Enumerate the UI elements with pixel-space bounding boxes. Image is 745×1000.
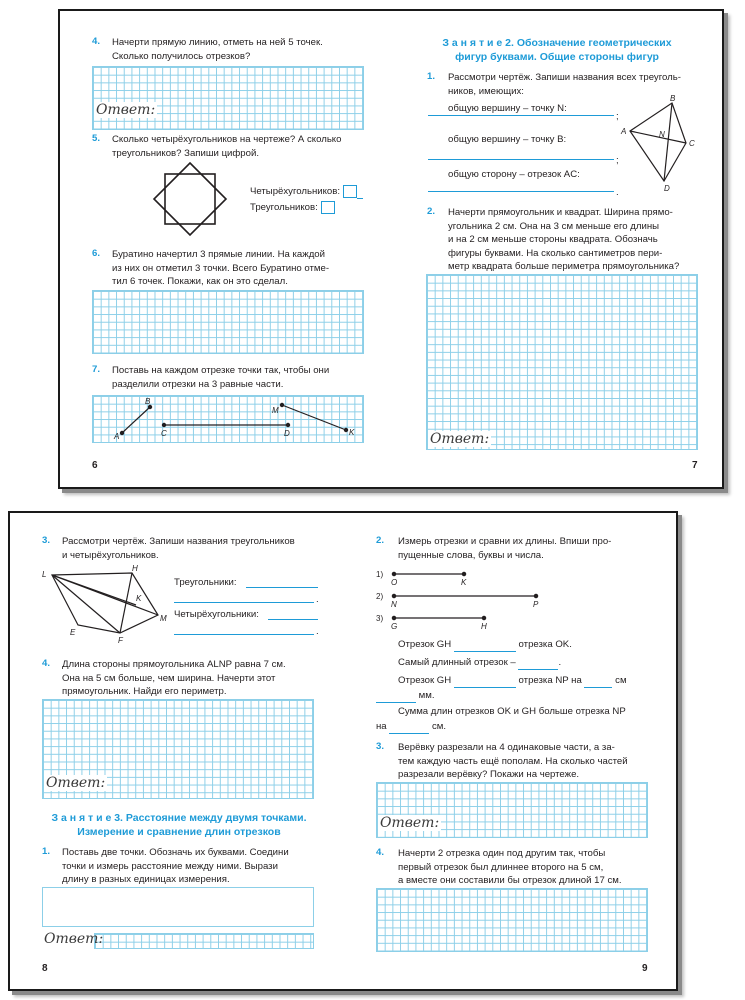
page-number-6: 6 xyxy=(92,460,98,471)
t3-label-L: L xyxy=(42,570,47,579)
r1-label-A: A xyxy=(621,127,627,136)
task7-number: 7. xyxy=(92,364,101,375)
task5-figure xyxy=(150,159,230,239)
r1-label-B: B xyxy=(670,94,676,103)
seg-point-N: N xyxy=(391,600,397,609)
lesson2-task2-text: Начерти прямоугольник и квадрат. Ширина прямо- угольника 2 см. Она на 3 см меньше его длины и на 2 см меньше стороны квадрата. Обозначь фигуры буквами. На сколько сантиметров пери- метр квадрата больше периметра прямоугольника? xyxy=(448,207,680,273)
task4-grid[interactable] xyxy=(92,66,364,130)
t3-label-E: E xyxy=(70,628,76,637)
p9-task4-number: 4. xyxy=(376,847,385,858)
point-label-A: A xyxy=(114,432,120,441)
s1-blank[interactable] xyxy=(454,641,516,652)
p8-quads-line2[interactable] xyxy=(174,634,314,635)
seg-label-2: 2) xyxy=(376,592,384,601)
lesson3-task1-answer-label: Ответ: xyxy=(44,931,104,947)
page-number-9: 9 xyxy=(642,963,648,974)
p9-task4-text: Начерти 2 отрезка один под другим так, чтобы первый отрезок был длиннее второго на 5 см, а вместе они составили бы отрезок длиной 17 см. xyxy=(398,848,622,887)
point-label-B: B xyxy=(145,397,151,406)
r1-q2-semicolon: ; xyxy=(616,155,619,166)
p9-task2-number: 2. xyxy=(376,535,385,546)
p8-task3-figure xyxy=(40,565,170,645)
r1-label-N: N xyxy=(659,130,665,139)
task7-text: Поставь на каждом отрезке точки так, чтобы они разделили отрезки на 3 равные части. xyxy=(112,365,330,390)
seg-point-H: H xyxy=(481,622,487,631)
p8-task3-number: 3. xyxy=(42,535,51,546)
p9-sentence-3b: мм. xyxy=(376,689,435,703)
r1-q1-answer-line[interactable] xyxy=(428,115,614,116)
p9-sentence-3: Отрезок GH отрезка NP на см xyxy=(398,675,627,686)
p8-task4-number: 4. xyxy=(42,658,51,669)
r1-label-C: C xyxy=(689,139,695,148)
r1-q2-answer-line[interactable] xyxy=(428,159,614,160)
p8-task3-tris: Треугольники: xyxy=(174,577,237,588)
lesson2-task1-figure xyxy=(620,93,700,193)
p9-task3-number: 3. xyxy=(376,741,385,752)
t3-label-M: M xyxy=(160,614,167,623)
s2-blank[interactable] xyxy=(518,659,558,670)
p8-tris-line1[interactable] xyxy=(246,587,318,588)
seg-point-K: K xyxy=(461,578,467,587)
p9-sentence-2: Самый длинный отрезок – . xyxy=(398,657,562,668)
lesson3-title: З а н я т и е 3. Расстояние между двумя точками. Измерение и сравнение длин отрезков xyxy=(51,812,307,838)
r1-q2: общую вершину – точку B: xyxy=(448,134,567,145)
lesson2-task1-number: 1. xyxy=(427,71,436,82)
spread-pages-6-7 xyxy=(58,9,724,489)
page-number-7: 7 xyxy=(692,460,698,471)
p9-task4-grid[interactable] xyxy=(376,888,648,952)
task5-text: Сколько четырёхугольников на чертеже? А сколько треугольников? Запиши цифрой. xyxy=(112,134,342,159)
lesson2-title: З а н я т и е 2. Обозначение геометрических фигур буквами. Общие стороны фигур xyxy=(442,37,672,63)
spread-pages-8-9 xyxy=(8,511,678,991)
lesson3-task1-drawing-area[interactable] xyxy=(42,887,314,927)
point-label-D: D xyxy=(284,429,290,438)
lesson3-task1-number: 1. xyxy=(42,846,51,857)
r1-label-D: D xyxy=(664,184,670,193)
quads-answer-underline xyxy=(357,188,363,199)
page-number-8: 8 xyxy=(42,963,48,974)
lesson3-task1-text: Поставь две точки. Обозначь их буквами. Соедини точки и измерь расстояние между ними. Вырази длину в разных единицах измерения. xyxy=(62,847,289,886)
s3-blank-2[interactable] xyxy=(584,677,612,688)
task7-segments xyxy=(92,395,362,441)
p9-sentence-4: Сумма длин отрезков OK и GH больше отрезка NP xyxy=(398,706,626,717)
seg-label-1: 1) xyxy=(376,570,384,579)
lesson2-task2-answer-label: Ответ: xyxy=(430,431,490,447)
s3-blank-1[interactable] xyxy=(454,677,516,688)
lesson2-task2-grid[interactable] xyxy=(426,274,698,450)
p9-task3-text: Верёвку разрезали на 4 одинаковые части, а за- тем каждую часть ещё пополам. На сколько частей разрезали верёвку? Покажи на чертеже. xyxy=(398,742,628,781)
point-label-C: C xyxy=(161,429,167,438)
lesson3-task1-answer-grid[interactable] xyxy=(94,933,314,949)
task6-text: Буратино начертил 3 прямые линии. На каждой из них он отметил 3 точки. Всего Буратино отме- тил 6 точек. Покажи, как он это сделал. xyxy=(112,249,330,288)
seg-point-O: O xyxy=(391,578,398,587)
task5-tris-row: Треугольников: xyxy=(250,201,335,215)
tris-answer-box[interactable] xyxy=(321,201,335,214)
r1-q3-answer-line[interactable] xyxy=(428,191,614,192)
seg-point-G: G xyxy=(391,622,398,631)
p9-task3-answer-label: Ответ: xyxy=(380,815,440,831)
t3-label-H: H xyxy=(132,565,138,573)
point-label-M: M xyxy=(272,406,279,415)
p8-task4-answer-label: Ответ: xyxy=(46,775,106,791)
p8-task4-text: Длина стороны прямоугольника ALNP равна 7 см. Она на 5 см больше, чем ширина. Начерти этот прямоугольник. Найди его периметр. xyxy=(62,659,286,698)
task5-quads-row: Четырёхугольников: xyxy=(250,185,363,199)
task6-grid[interactable] xyxy=(92,290,364,354)
p8-tris-line2[interactable] xyxy=(174,602,314,603)
task4-text: Начерти прямую линию, отметь на ней 5 точек. Сколько получилось отрезков? xyxy=(112,37,323,62)
quads-answer-box[interactable] xyxy=(343,185,357,198)
task4-number: 4. xyxy=(92,36,101,47)
r1-q3-period: . xyxy=(616,187,619,198)
seg-point-P: P xyxy=(533,600,539,609)
lesson2-task1-text: Рассмотри чертёж. Запиши названия всех треуголь- ников, имеющих: xyxy=(448,72,681,97)
p9-task2-segments xyxy=(376,563,576,633)
p9-sentence-1: Отрезок GH отрезка OK. xyxy=(398,639,572,650)
task4-answer-label: Ответ: xyxy=(96,102,156,118)
p9-task2-text: Измерь отрезки и сравни их длины. Впиши про- пущенные слова, буквы и числа. xyxy=(398,536,612,561)
p8-quads-period: . xyxy=(316,626,319,637)
task6-number: 6. xyxy=(92,248,101,259)
t3-label-K: K xyxy=(136,594,142,603)
t3-label-F: F xyxy=(118,636,123,645)
r1-q3: общую сторону – отрезок AC: xyxy=(448,169,580,180)
task5-number: 5. xyxy=(92,133,101,144)
p8-task3-quads: Четырёхугольники: xyxy=(174,609,259,620)
point-label-K: K xyxy=(349,428,355,437)
p8-tris-period: . xyxy=(316,594,319,605)
p9-sentence-4b: на см. xyxy=(376,721,447,732)
r1-q1-semicolon: ; xyxy=(616,111,619,122)
seg-label-3: 3) xyxy=(376,614,384,623)
p8-task3-text: Рассмотри чертёж. Запиши названия треугольников и четырёхугольников. xyxy=(62,536,295,561)
s4-blank[interactable] xyxy=(389,723,429,734)
lesson2-task2-number: 2. xyxy=(427,206,436,217)
s3-blank-3[interactable] xyxy=(376,692,416,703)
r1-q1: общую вершину – точку N: xyxy=(448,103,567,114)
p8-quads-line1[interactable] xyxy=(268,619,318,620)
